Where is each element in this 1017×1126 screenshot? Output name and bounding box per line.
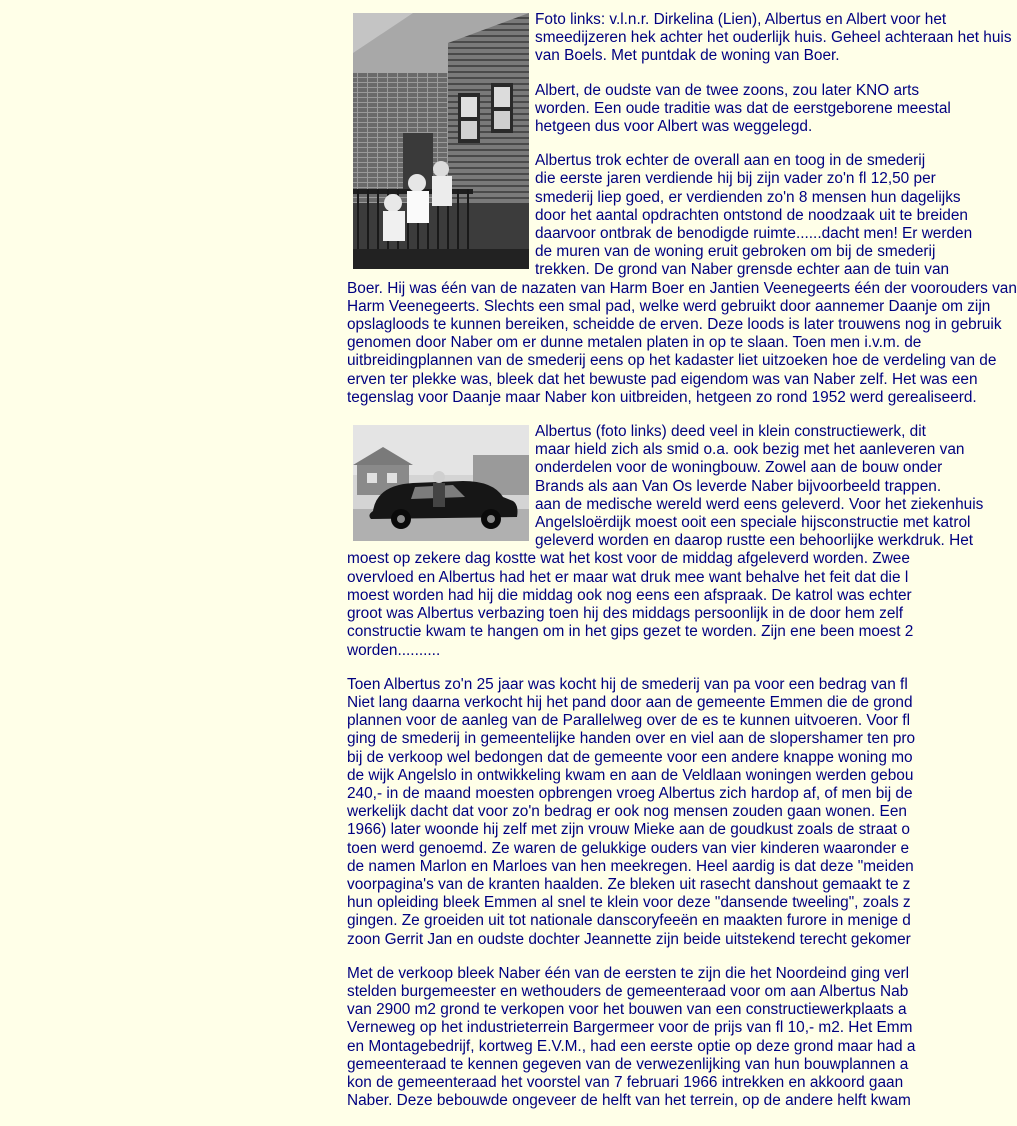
text-line: onderdelen voor de woningbouw. Zowel aan de bouw onder [535,459,943,477]
text-line: genomen door Naber om er dunne metalen platen in op te slaan. Toen men i.v.m. de [347,334,922,352]
text-line: de wijk Angelslo in ontwikkeling kwam en aan de Veldlaan woningen werden gebou [347,766,914,784]
text-line: Foto links: v.l.n.r. Dirkelina (Lien), Albertus en Albert voor het [535,11,947,28]
text-line: moest op zekere dag kostte wat het kost voor de middag afgeleverd worden. Zwee [347,550,910,568]
text-line: tegenslag voor Daanje maar Naber kon uitbreiden, hetgeen zo rond 1952 werd gerealiseerd. [347,388,977,406]
text-line: constructie kwam te hangen om in het gips gezet te worden. Zijn ene been moest 2 [347,623,914,641]
text-line: door het aantal opdrachten ontstond de noodzaak uit te breiden [535,206,968,224]
text-line: Met de verkoop bleek Naber één van de eersten te zijn die het Noordeind ging verl [347,964,910,982]
text-line: smederij liep goed, er verdienden zo'n 8 mensen hun dagelijks [535,188,961,206]
text-line: ging de smederij in gemeentelijke handen over en viel aan de slopershamer ten pro [347,730,916,748]
text-line: aan de medische wereld werd eens geleverd. Voor het ziekenhuis [535,495,984,513]
text-line: van Boels. Met puntdak de woning van Boer. [535,47,840,65]
text-line: van 2900 m2 grond te verkopen voor het bouwen van een constructiewerkplaats a [347,1001,907,1019]
text-line: uitbreidingplannen van de smederij eens op het kadaster liet uitzoeken hoe de verdeling van de [347,352,997,370]
text-line: trekken. De grond van Naber grensde echter aan de tuin van [535,261,950,279]
text-line: kon de gemeenteraad het voorstel van 7 februari 1966 intrekken en akkoord gaan [347,1073,904,1091]
text-line: Angelsloërdijk moest ooit een speciale hijsconstructie met katrol [535,514,971,532]
text-line: hun opleiding bleek Emmen al snel te klein voor deze "dansende tweeling", zoals z [347,894,911,912]
text-line: Verneweg op het industrieterrein Bargermeer voor de prijs van fl 10,- m2. Het Emm [347,1019,913,1037]
text-line: moest worden had hij die middag ook nog eens een afspraak. De katrol was echter [347,586,912,604]
photo-car [353,425,529,541]
text-line: toen werd genoemd. Ze waren de gelukkige ouders van vier kinderen waaronder e [347,839,910,857]
text-line: 1966) later woonde hij zelf met zijn vrouw Mieke aan de goudkust zoals de straat o [347,821,910,839]
text-line: bij de verkoop wel bedongen dat de gemeente voor een andere knappe woning mo [347,748,913,766]
photo-car-image [353,425,529,541]
text-line: stelden burgemeester en wethouders de gemeenteraad voor om aan Albertus Nab [347,982,909,1000]
text-line: Albertus (foto links) deed veel in klein constructiewerk, dit [535,423,926,441]
text-line: worden. Een oude traditie was dat de eerstgeborene meestal [535,99,951,117]
text-line: die eerste jaren verdiende hij bij zijn vader zo'n fl 12,50 per [535,170,936,188]
text-line: daarvoor ontbrak de benodigde ruimte......dacht men! Er werden [535,225,973,243]
text-line: opslagloods te kunnen bereiken, scheidde de erven. Deze loods is later trouwens nog in gebruik [347,316,1002,334]
text-line: en Montagebedrijf, kortweg E.V.M., had een eerste optie op deze grond maar had a [347,1037,916,1055]
text-line: overvloed en Albertus had het er maar wat druk mee want behalve het feit dat die l [347,568,909,586]
text-line: Albert, de oudste van de twee zoons, zou later KNO arts [535,81,920,99]
text-line: gingen. Ze groeiden uit tot nationale danscoryfeeën en maakten furore in menige d [347,912,911,930]
text-line: Albertus trok echter de overall aan en toog in de smederij [535,152,926,170]
text-line: Toen Albertus zo'n 25 jaar was kocht hij de smederij van pa voor een bedrag van fl [347,675,908,693]
text-line: plannen voor de aanleg van de Parallelweg over de es te kunnen uitvoeren. Voor fl [347,712,910,730]
text-line: Naber. Deze bebouwde ongeveer de helft van het terrein, op de andere helft kwam [347,1092,911,1110]
text-line: gemeenteraad te kennen gegeven van de verwezenlijking van hun bouwplannen a [347,1055,909,1073]
text-line: geleverd worden en daarop rustte een behoorlijke werkdruk. Het [535,532,974,550]
text-line: Niet lang daarna verkocht hij het pand door aan de gemeente Emmen die de grond [347,693,913,711]
text-line: zoon Gerrit Jan en oudste dochter Jeannette zijn beide uitstekend terecht gekomer [347,930,911,948]
text-line: Brands als aan Van Os leverde Naber bijvoorbeeld trappen. [535,477,942,495]
text-line: erven ter plekke was, bleek dat het bewuste pad eigendom was van Naber zelf. Het was een [347,370,978,388]
text-line: 240,- in de maand moesten opbrengen vroeg Albertus zich hardop af, of men bij de [347,784,913,802]
text-line: maar hield zich als smid o.a. ook bezig met het aanleveren van [535,441,965,459]
paragraph-noordeind [347,965,1007,1111]
text-line: werkelijk dacht dat voor zo'n bedrag er ook nog mensen zouden gaan wonen. Een [347,803,907,821]
text-line: smeedijzeren hek achter het ouderlijk huis. Geheel achteraan het huis [535,29,1012,47]
text-line: Harm Veenegeerts. Slechts een smal pad, welke werd gebruikt door aannemer Daanje om zijn [347,297,991,315]
text-line: de namen Marlon en Marloes van hen meekregen. Heel aardig is dat deze "meiden [347,857,914,875]
text-line: voorpagina's van de kranten haalden. Ze bleken uit rasecht danshout gemaakt te z [347,875,911,893]
article-body [347,11,1017,1126]
text-line: worden.......... [347,641,441,659]
text-line: Boer. Hij was één van de nazaten van Harm Boer en Jantien Veenegeerts één der voorouders van [347,279,1017,297]
text-line: hetgeen dus voor Albert was weggelegd. [535,118,813,136]
text-line: de muren van de woning eruit gebroken om bij de smederij [535,243,936,261]
paragraph-verkoop-smederij [347,676,1007,949]
photo-children-gate-image [353,13,529,269]
photo-children-gate [353,13,529,269]
text-line: groot was Albertus verbazing toen hij des middags persoonlijk in de door hem zelf [347,605,904,623]
